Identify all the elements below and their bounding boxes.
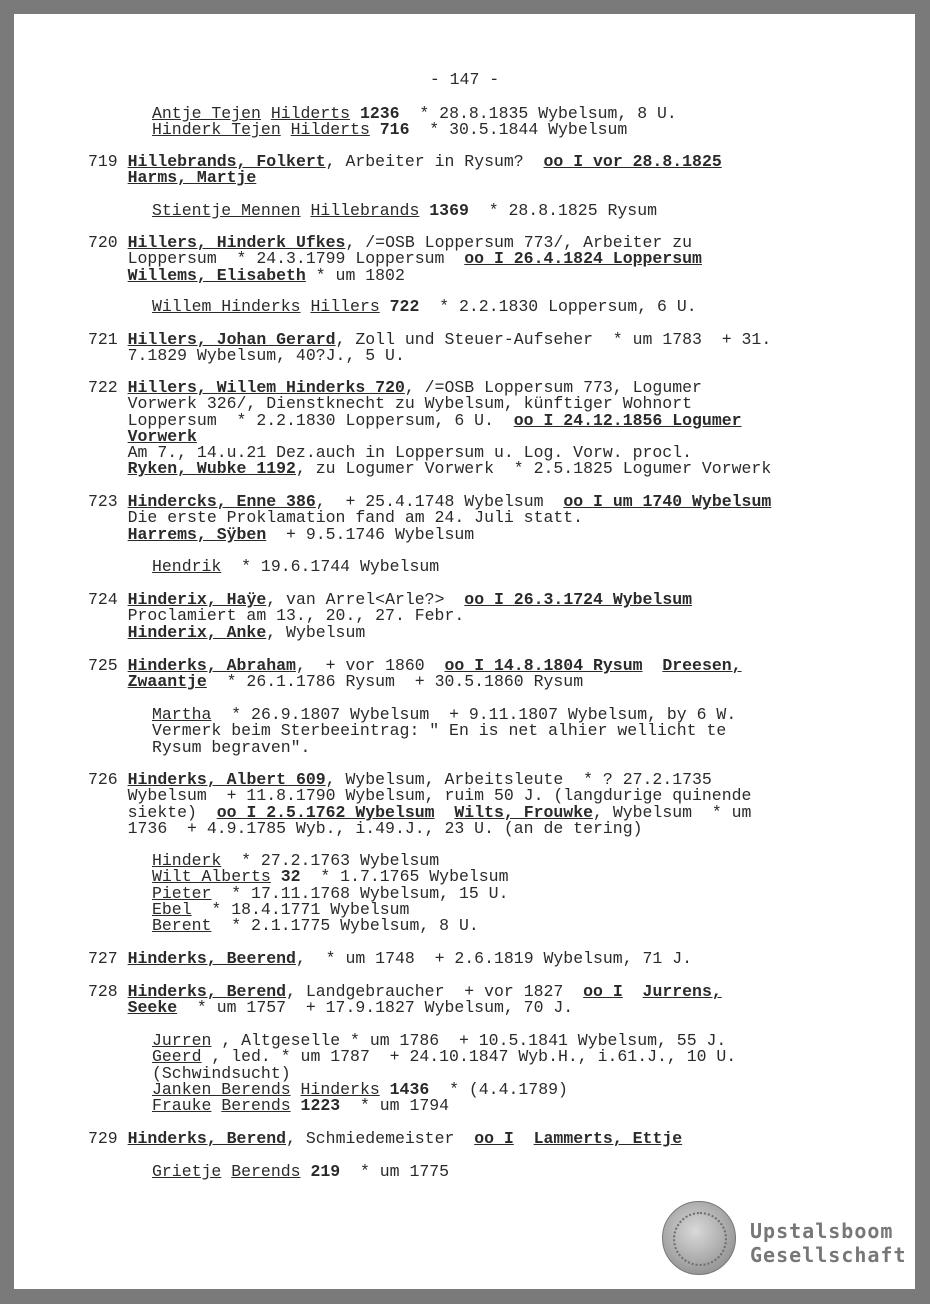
entry-729-children: Grietje Berends 219 * um 1775 — [152, 1162, 450, 1181]
child-line: Hinderk Tejen Hilderts 716 * 30.5.1844 Wybelsum — [152, 120, 628, 140]
entry-720: 720 Hillers, Hinderk Ufkes, /=OSB Loppersum 773/, Arbeiter zu Loppersum * 24.3.1799 Loppersum oo I 26.4.1824 Loppersum Willems, Elisabeth * um 1802 — [88, 233, 702, 285]
entry-725: 725 Hinderks, Abraham, + vor 1860 oo I 14.8.1804 Rysum Dreesen, Zwaantje * 26.1.1786 Rysum + 30.5.1860 Rysum — [88, 656, 742, 692]
child-line: Berent * 2.1.1775 Wybelsum, 8 U. — [152, 916, 479, 936]
child-line: Wilt Alberts 32 * 1.7.1765 Wybelsum — [152, 867, 509, 887]
entry-723: 723 Hindercks, Enne 386, + 25.4.1748 Wybelsum oo I um 1740 Wybelsum Die erste Proklamation fand am 24. Juli statt. Harrems, Sÿben + 9.5.1746 Wybelsum — [88, 492, 772, 544]
entry-719-children: Stientje Mennen Hillebrands 1369 * 28.8.1825 Rysum — [152, 201, 658, 220]
entry-726-children — [152, 853, 509, 934]
entry-727: 727 Hinderks, Beerend, * um 1748 + 2.6.1819 Wybelsum, 71 J. — [88, 949, 693, 968]
child-line: Antje Tejen Hilderts 1236 * 28.8.1835 Wybelsum, 8 U. — [152, 104, 677, 123]
intro-children — [152, 106, 677, 139]
entry-726: 726 Hinderks, Albert 609, Wybelsum, Arbeitsleute * ? 27.2.1735 Wybelsum + 11.8.1790 Wybelsum, ruim 50 J. (langdurige quinende siekte) oo I 2.5.1762 Wybelsum Wilts, Frouwke, Wybelsum * um 1736 + 4.9.1785 Wyb., i.49.J., 23 U. (an de tering) — [88, 770, 752, 838]
entry-722: 722 Hillers, Willem Hinderks 720, /=OSB Loppersum 773, Logumer Vorwerk 326/, Dienstknecht zu Wybelsum, künftiger Wohnort Loppersum * 2.2.1830 Loppersum, 6 U. oo I 24.12.1856 Logumer Vorwerk Am 7., 14.u.21 Dez.auch in Loppersum u. Log. Vorw. procl. Ryken, Wubke 1192, zu Logumer Vorwerk * 2.5.1825 Logumer Vorwerk — [88, 378, 772, 479]
entry-728-children: Jurren , Altgeselle * um 1786 + 10.5.1841 Wybelsum, 55 J. Geerd , led. * um 1787 + 24.10.1847 Wyb.H., i.61.J., 10 U. (Schwindsucht) Janken Berends Hinderks 1436 * (4.4.1789) Frauke Berends 1223 * um 1794 — [152, 1031, 737, 1116]
seal-icon — [662, 1201, 736, 1275]
entry-719: 719 Hillebrands, Folkert, Arbeiter in Rysum? oo I vor 28.8.1825 Harms, Martje — [88, 152, 722, 188]
society-logo-text: Upstalsboom Gesellschaft — [750, 1219, 907, 1267]
child-line: Pieter * 17.11.1768 Wybelsum, 15 U. — [152, 883, 509, 903]
entry-729: 729 Hinderks, Berend, Schmiedemeister oo I Lammerts, Ettje — [88, 1129, 683, 1148]
entry-723-children: Hendrik * 19.6.1744 Wybelsum — [152, 557, 440, 576]
entry-721: 721 Hillers, Johan Gerard, Zoll und Steuer-Aufseher * um 1783 + 31. 7.1829 Wybelsum, 40?J., 5 U. — [88, 330, 772, 366]
child-line: Ebel * 18.4.1771 Wybelsum — [152, 899, 410, 919]
entry-720-children: Willem Hinderks Hillers 722 * 2.2.1830 Loppersum, 6 U. — [152, 297, 697, 316]
document-page — [14, 14, 915, 1289]
entry-725-children: Martha * 26.9.1807 Wybelsum + 9.11.1807 Wybelsum, by 6 W. Vermerk beim Sterbeeintrag: " En is net alhier wellicht te Rysum begraven". — [152, 705, 737, 757]
page-number: - 147 - — [429, 70, 500, 89]
entry-728: 728 Hinderks, Berend, Landgebraucher + vor 1827 oo I Jurrens, Seeke * um 1757 + 17.9.1827 Wybelsum, 70 J. — [88, 982, 722, 1018]
child-line: Hinderk * 27.2.1763 Wybelsum — [152, 851, 440, 870]
entry-724: 724 Hinderix, Haÿe, van Arrel<Arle?> oo I 26.3.1724 Wybelsum Proclamiert am 13., 20., 27. Febr. Hinderix, Anke, Wybelsum — [88, 590, 693, 642]
